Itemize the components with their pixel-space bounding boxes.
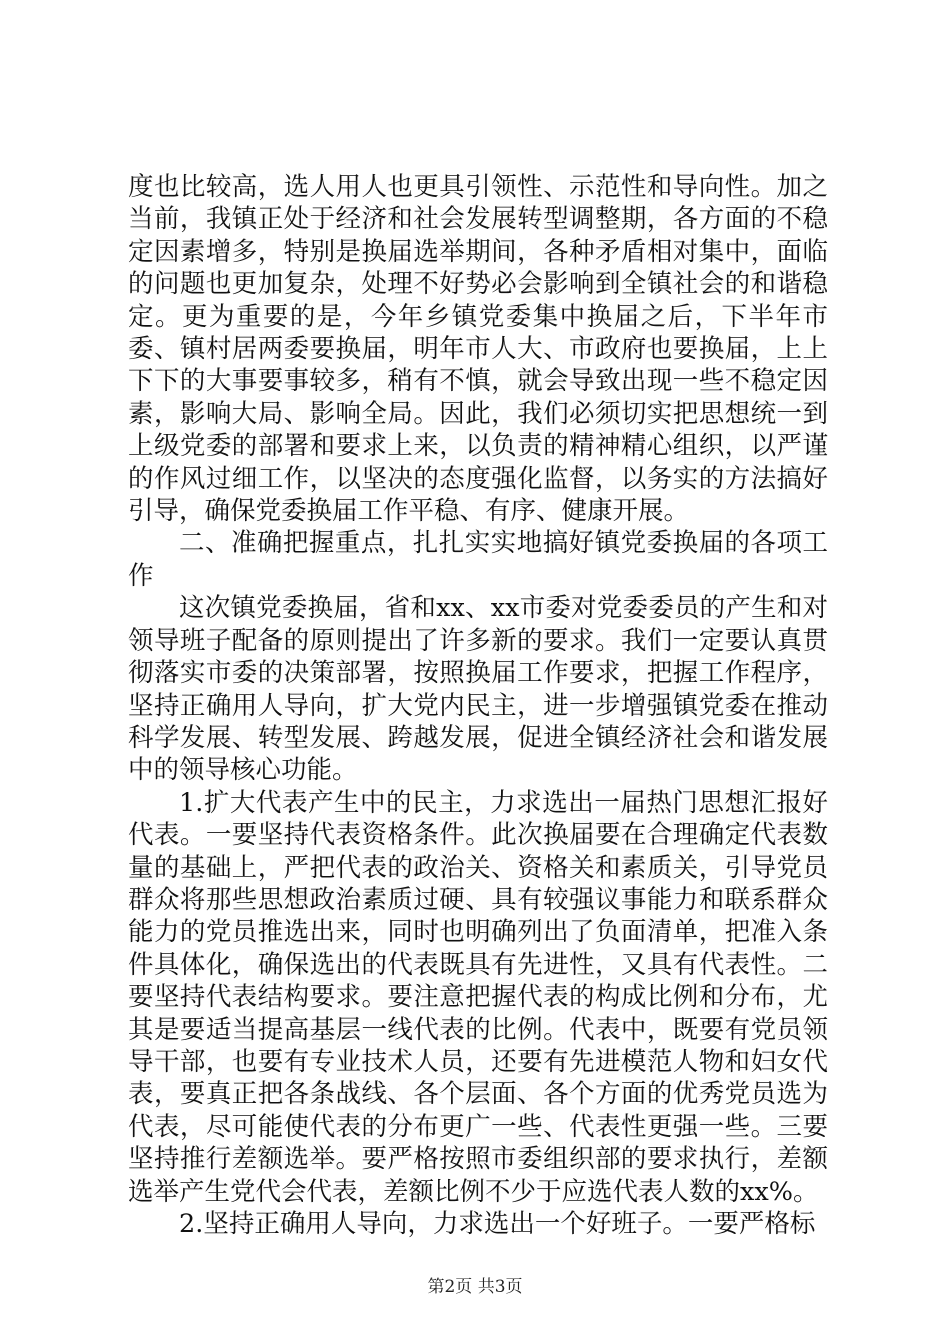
page-footer: 第2页 共3页 xyxy=(427,1277,523,1297)
paragraph-intro: 这次镇党委换届，省和xx、xx市委对党委委员的产生和对领导班子配备的原则提出了许多新的要求。我们一定要认真贯彻落实市委的决策部署，按照换届工作要求，把握工作程序，坚持正确用人导向，扩大党内民主，进一步增强镇党委在推动科学发展、转型发展、跨越发展，促进全镇经济社会和谐发展中的领导核心功能。 xyxy=(128,593,828,786)
paragraph-continuation: 度也比较高，选人用人也更具引领性、示范性和导向性。加之当前，我镇正处于经济和社会发展转型调整期，各方面的不稳定因素增多，特别是换届选举期间，各种矛盾相对集中，面临的问题也更加复杂，处理不好势必会影响到全镇社会的和谐稳定。更为重要的是，今年乡镇党委集中换届之后，下半年市委、镇村居两委要换届，明年市人大、市政府也要换届，上上下下的大事要事较多，稍有不慎，就会导致出现一些不稳定因素，影响大局、影响全局。因此，我们必须切实把思想统一到上级党委的部署和要求上来，以负责的精神精心组织，以严谨的作风过细工作，以坚决的态度强化监督，以务实的方法搞好引导，确保党委换届工作平稳、有序、健康开展。 xyxy=(128,172,828,527)
document-body xyxy=(128,171,828,1240)
paragraph-item-1: 1.扩大代表产生中的民主，力求选出一届热门思想汇报好代表。一要坚持代表资格条件。此次换届要在合理确定代表数量的基础上，严把代表的政治关、资格关和素质关，引导党员群众将那些思想政治素质过硬、具有较强议事能力和联系群众能力的党员推选出来，同时也明确列出了负面清单，把准入条件具体化，确保选出的代表既具有先进性，又具有代表性。二要坚持代表结构要求。要注意把握代表的构成比例和分布，尤其是要适当提高基层一线代表的比例。代表中，既要有党员领导干部，也要有专业技术人员，还要有先进模范人物和妇女代表，要真正把各条战线、各个层面、各个方面的优秀党员选为代表，尽可能使代表的分布更广一些、代表性更强一些。三要坚持推行差额选举。要严格按照市委组织部的要求执行，差额选举产生党代会代表，差额比例不少于应选代表人数的xx%。 xyxy=(128,787,828,1207)
paragraph-item-2: 2.坚持正确用人导向，力求选出一个好班子。一要严格标 xyxy=(179,1209,816,1239)
section-heading: 二、准确把握重点，扎扎实实地搞好镇党委换届的各项工作 xyxy=(128,528,828,591)
